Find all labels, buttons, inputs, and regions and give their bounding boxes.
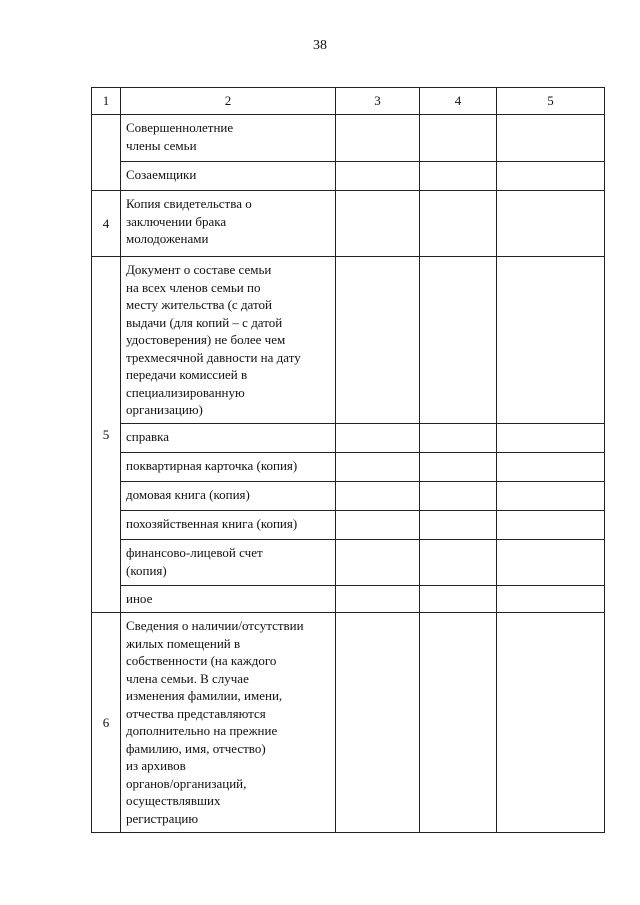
header-cell-1: 1 xyxy=(92,88,121,115)
empty-cell xyxy=(420,257,497,424)
empty-cell xyxy=(497,511,605,540)
header-row xyxy=(92,88,605,115)
table-row xyxy=(92,540,605,586)
document-name-cell xyxy=(121,191,336,257)
table-row xyxy=(92,453,605,482)
header-cell-2: 2 xyxy=(121,88,336,115)
table-row xyxy=(92,586,605,613)
document-label: финансово-лицевой счет (копия) xyxy=(126,545,263,578)
table-row xyxy=(92,482,605,511)
empty-cell xyxy=(497,540,605,586)
document-label: домовая книга (копия) xyxy=(126,487,250,502)
empty-cell xyxy=(420,540,497,586)
empty-cell xyxy=(336,424,420,453)
document-name-cell xyxy=(121,482,336,511)
empty-cell xyxy=(497,162,605,191)
page-number: 38 xyxy=(313,38,327,53)
empty-cell xyxy=(497,257,605,424)
document-name-cell xyxy=(121,453,336,482)
row-number-cell: 6 xyxy=(92,613,121,833)
empty-cell xyxy=(336,511,420,540)
document-name-cell xyxy=(121,586,336,613)
header-cell-4: 4 xyxy=(420,88,497,115)
table-row xyxy=(92,191,605,257)
empty-cell xyxy=(336,191,420,257)
empty-cell xyxy=(336,162,420,191)
table-row xyxy=(92,162,605,191)
table-row xyxy=(92,257,605,424)
document-label: Совершеннолетние члены семьи xyxy=(126,120,234,153)
empty-cell xyxy=(336,453,420,482)
empty-cell xyxy=(336,540,420,586)
document-name-cell xyxy=(121,162,336,191)
empty-cell xyxy=(336,115,420,162)
row-number-cell xyxy=(92,115,121,191)
row-number-cell: 4 xyxy=(92,191,121,257)
document-label: Созаемщики xyxy=(126,167,197,182)
empty-cell xyxy=(336,482,420,511)
document-name-cell xyxy=(121,115,336,162)
document-label: справка xyxy=(126,429,170,444)
empty-cell xyxy=(420,613,497,833)
document-name-cell xyxy=(121,257,336,424)
document-label: поквартирная карточка (копия) xyxy=(126,458,298,473)
table-row xyxy=(92,115,605,162)
table-row xyxy=(92,613,605,833)
document-name-cell xyxy=(121,613,336,833)
empty-cell xyxy=(420,424,497,453)
empty-cell xyxy=(420,115,497,162)
document-label: Копия свидетельства о заключении брака молодоженами xyxy=(126,196,252,246)
document-label: похозяйственная книга (копия) xyxy=(126,516,298,531)
document-name-cell xyxy=(121,511,336,540)
document-label: Документ о составе семьи на всех членов семьи по месту жительства (с датой выдачи (для копий – с датой удостоверения) не более чем трехмесячной давности на дату передачи комиссией в специализированную организацию) xyxy=(126,262,301,417)
empty-cell xyxy=(497,482,605,511)
empty-cell xyxy=(497,424,605,453)
empty-cell xyxy=(497,453,605,482)
header-cell-5: 5 xyxy=(497,88,605,115)
document-name-cell xyxy=(121,424,336,453)
documents-table xyxy=(91,87,605,833)
document-name-cell xyxy=(121,540,336,586)
empty-cell xyxy=(420,586,497,613)
empty-cell xyxy=(420,511,497,540)
table-row xyxy=(92,511,605,540)
row-number-cell: 5 xyxy=(92,257,121,613)
empty-cell xyxy=(336,257,420,424)
empty-cell xyxy=(497,613,605,833)
empty-cell xyxy=(420,453,497,482)
table-row xyxy=(92,424,605,453)
empty-cell xyxy=(420,191,497,257)
empty-cell xyxy=(497,586,605,613)
document-label: иное xyxy=(126,591,153,606)
empty-cell xyxy=(420,482,497,511)
empty-cell xyxy=(497,191,605,257)
empty-cell xyxy=(420,162,497,191)
empty-cell xyxy=(336,613,420,833)
header-cell-3: 3 xyxy=(336,88,420,115)
empty-cell xyxy=(336,586,420,613)
document-label: Сведения о наличии/отсутствии жилых помещений в собственности (на каждого члена семьи. В случае изменения фамилии, имени, отчества представляются дополнительно на прежние фамилию, имя, отчество) из архивов органов/организаций, осуществлявших регистрацию xyxy=(126,618,304,826)
empty-cell xyxy=(497,115,605,162)
